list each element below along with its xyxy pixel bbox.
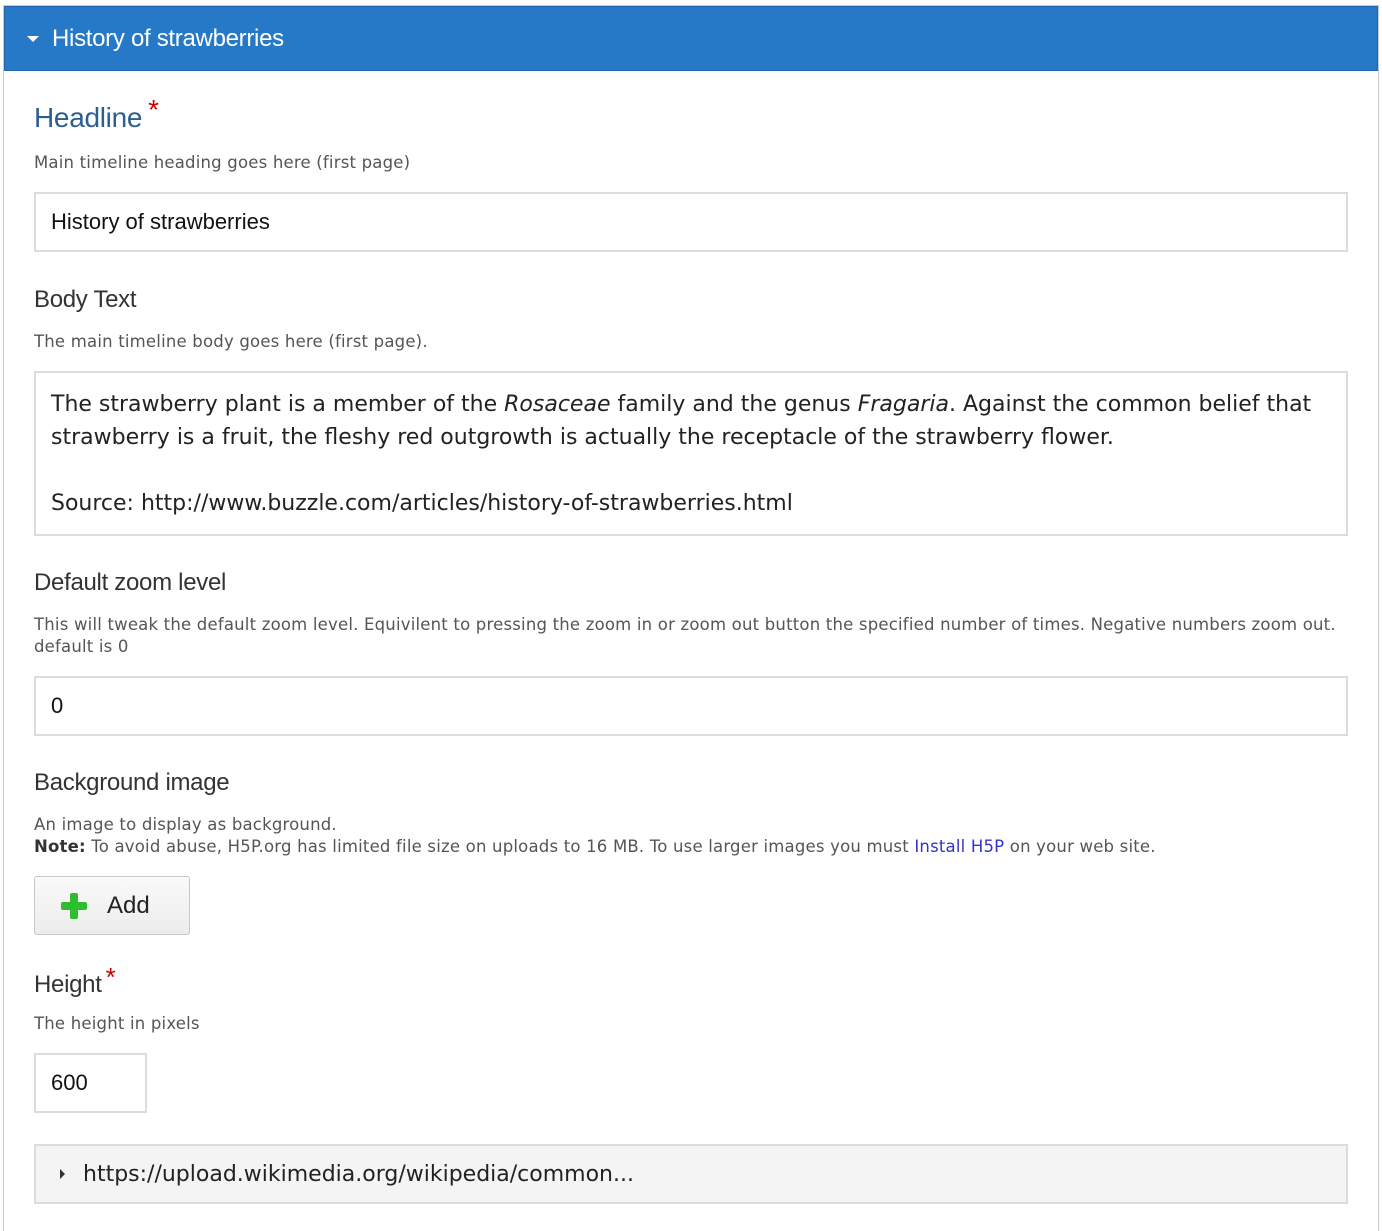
collapsed-item-label: https://upload.wikimedia.org/wikipedia/common... — [83, 1161, 634, 1187]
body-text-description: The main timeline body goes here (first page). — [34, 332, 428, 351]
headline-label: Headline — [34, 102, 143, 133]
zoom-input[interactable]: 0 — [34, 676, 1348, 736]
body-text-label: Body Text — [34, 286, 137, 313]
body-text-italic: Rosaceae — [504, 392, 611, 417]
background-image-description — [34, 814, 1156, 858]
body-text-editor[interactable] — [34, 371, 1348, 536]
body-paragraph — [51, 388, 1331, 454]
body-text-segment: . Against the common belief that strawberry is a fruit, the fleshy red outgrowth is actually the receptacle of the strawberry flower. — [51, 392, 1312, 450]
headline-label-row — [34, 94, 159, 134]
group-header[interactable] — [4, 6, 1378, 71]
add-image-button[interactable] — [34, 876, 190, 935]
add-button-label: Add — [107, 891, 150, 919]
height-input[interactable]: 600 — [34, 1053, 147, 1113]
note-text-end: on your web site. — [1004, 837, 1156, 856]
headline-input[interactable]: History of strawberries — [34, 192, 1348, 252]
note-text: To avoid abuse, H5P.org has limited file size on uploads to 16 MB. To use larger images you must — [85, 837, 915, 856]
required-mark: * — [148, 94, 159, 125]
caret-down-icon — [27, 36, 39, 42]
height-label-row — [34, 962, 116, 999]
zoom-description: This will tweak the default zoom level. Equivilent to pressing the zoom in or zoom out button the specified number of times. Negative numbers zoom out. default is 0 — [34, 615, 1336, 656]
body-text-segment: family and the genus — [610, 392, 858, 417]
plus-icon — [61, 893, 87, 919]
height-description: The height in pixels — [34, 1014, 200, 1033]
body-source-paragraph: Source: http://www.buzzle.com/articles/history-of-strawberries.html — [51, 491, 793, 516]
headline-description: Main timeline heading goes here (first page) — [34, 153, 411, 172]
install-h5p-link[interactable]: Install H5P — [914, 837, 1005, 856]
required-mark: * — [105, 962, 116, 992]
zoom-label: Default zoom level — [34, 569, 227, 596]
body-text-italic: Fragaria — [857, 392, 949, 417]
upload-note — [34, 836, 1156, 858]
group-title: History of strawberries — [52, 24, 284, 52]
background-image-label: Background image — [34, 769, 230, 796]
collapsed-url-item[interactable] — [34, 1144, 1348, 1204]
note-label: Note: — [34, 837, 86, 856]
caret-right-icon — [60, 1169, 65, 1179]
background-image-desc-text: An image to display as background. — [34, 815, 337, 834]
body-text-segment: The strawberry plant is a member of the — [51, 392, 505, 417]
height-label: Height — [34, 971, 102, 998]
